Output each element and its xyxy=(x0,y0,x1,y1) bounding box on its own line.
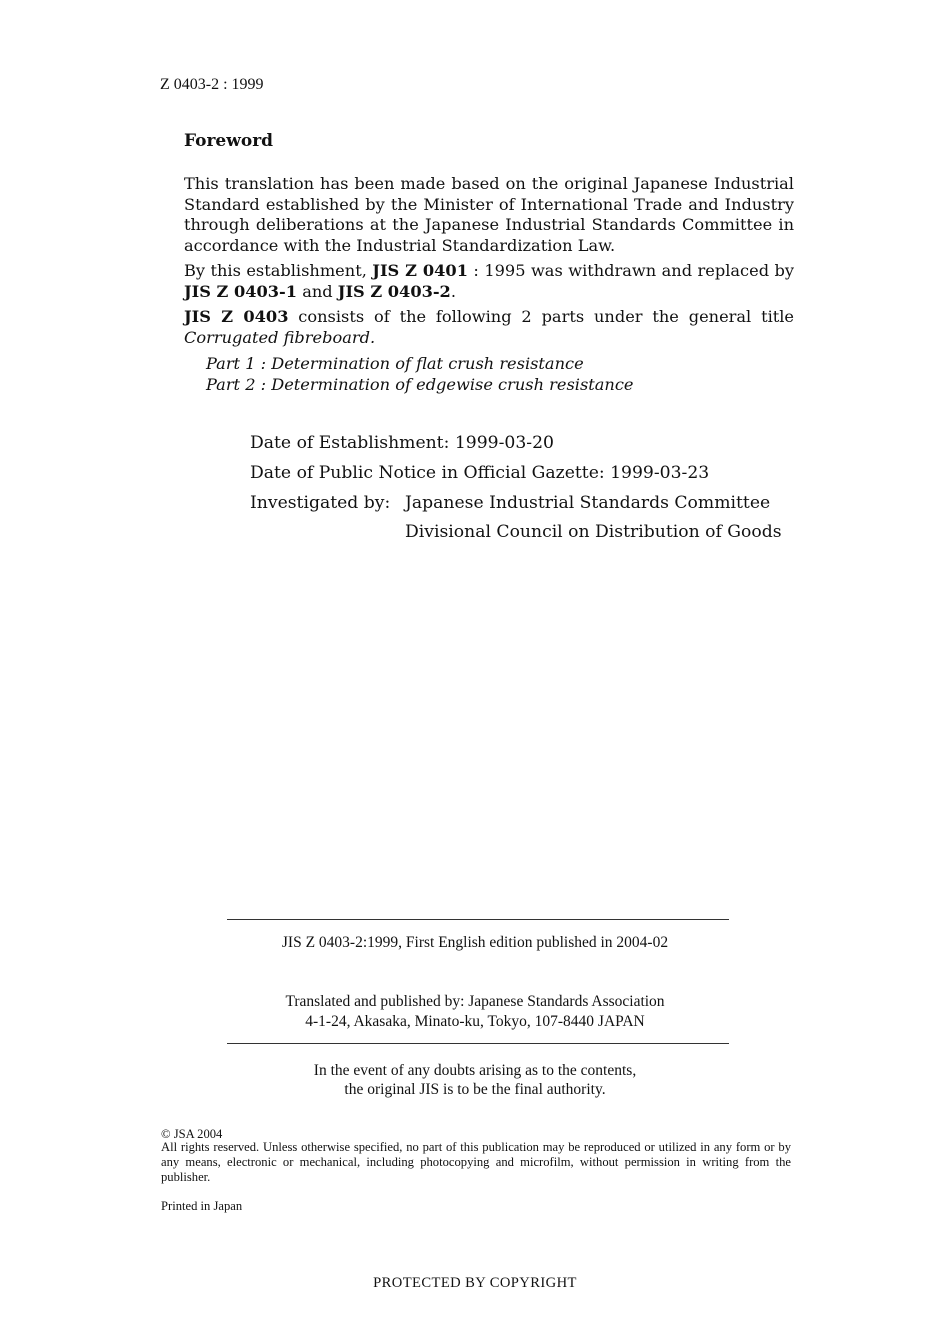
parts-list xyxy=(206,353,634,395)
edition-line: JIS Z 0403-2:1999, First English edition published in 2004-02 xyxy=(281,934,669,951)
part-item: Part 1 : Determination of flat crush resistance xyxy=(206,354,584,373)
ref-jis-z-0403: JIS Z 0403 xyxy=(184,307,289,326)
general-title: Corrugated fibreboard. xyxy=(184,327,376,347)
p2-text-g: . xyxy=(450,281,456,301)
investigated-line-2: Divisional Council on Distribution of Goods xyxy=(405,522,782,542)
ref-jis-z-0401: JIS Z 0401 xyxy=(372,261,468,280)
foreword-paragraph-3 xyxy=(184,307,794,348)
ref-jis-z-0403-1: JIS Z 0403-1 xyxy=(184,281,298,301)
foreword-heading: Foreword xyxy=(184,131,274,151)
p3-text-b: consists of the following 2 parts under the general title xyxy=(288,307,795,326)
rights-statement: All rights reserved. Unless otherwise specified, no part of this publication may be reproduced or utilized in any form or by any means, electronic or mechanical, including photocopying and microfilm, without permission in writing from the publisher. xyxy=(161,1140,791,1184)
foreword-paragraph-1: This translation has been made based on the original Japanese Industrial Standard established by the Minister of International Trade and Industry through deliberations at the Japanese Industrial Standards Committee in accordance with the Industrial Standardization Law. xyxy=(184,174,794,255)
p2-text-e: and xyxy=(297,281,338,301)
translated-by-line: Translated and published by: Japanese Standards Association xyxy=(285,993,665,1010)
establishment-value: 1999-03-20 xyxy=(454,433,554,453)
divider-top xyxy=(227,919,729,920)
printed-in: Printed in Japan xyxy=(161,1199,243,1213)
public-notice-line xyxy=(250,463,709,483)
ref-jis-z-0403-2: JIS Z 0403-2 xyxy=(337,281,451,301)
establishment-date-line xyxy=(250,433,554,453)
investigated-line-1: Japanese Industrial Standards Committee xyxy=(405,493,771,513)
address-line: 4-1-24, Akasaka, Minato-ku, Tokyo, 107-8440 JAPAN xyxy=(305,1013,645,1030)
authority-line-1: In the event of any doubts arising as to the contents, xyxy=(313,1062,637,1079)
authority-line-2: the original JIS is to be the final authority. xyxy=(344,1081,606,1098)
foreword-paragraph-2 xyxy=(184,261,794,302)
copyright-notice: © JSA 2004 xyxy=(161,1127,223,1141)
p2-text-c: : 1995 was withdrawn and replaced by xyxy=(467,261,795,280)
establishment-label: Date of Establishment: xyxy=(250,433,450,453)
document-id: Z 0403-2 : 1999 xyxy=(160,76,264,93)
part-item: Part 2 : Determination of edgewise crush resistance xyxy=(206,375,634,394)
investigated-label: Investigated by: xyxy=(250,493,391,513)
protected-footer: PROTECTED BY COPYRIGHT xyxy=(373,1275,577,1291)
notice-value: 1999-03-23 xyxy=(610,463,710,483)
divider-bottom xyxy=(227,1043,729,1044)
p2-text-a: By this establishment, xyxy=(184,261,373,280)
notice-label: Date of Public Notice in Official Gazette: xyxy=(250,463,605,483)
